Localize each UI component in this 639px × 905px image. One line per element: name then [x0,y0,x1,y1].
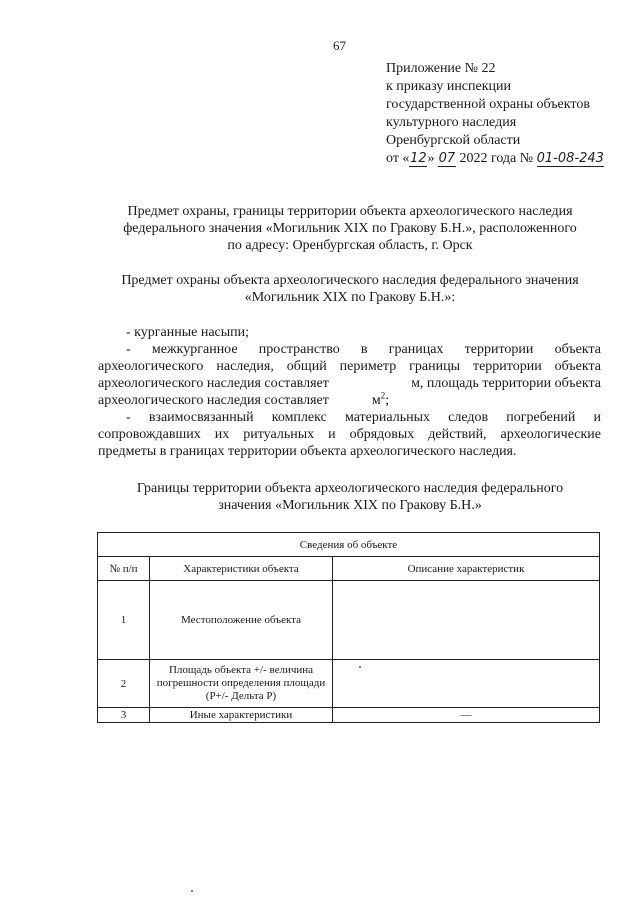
page-number: 67 [333,38,346,53]
subheading-line: Предмет охраны объекта археологического наследия федерального значения [121,273,579,288]
subheading-line: «Могильник XIX по Гракову Б.Н.»: [244,290,456,305]
order-number-handwritten: 01-08-243 [536,151,604,166]
row-description [333,660,600,708]
heading-line: Границы территории объекта археологического наследия федерального [136,481,564,496]
heading-line: Предмет охраны, границы территории объекта археологического наследия [127,204,573,219]
row-number: 1 [98,581,150,660]
subject-heading [90,203,610,254]
list-item: - межкурганное пространство в границах территории объекта [126,342,601,357]
row-characteristic: Площадь объекта +/- величина погрешности определения площади (P+/- Дельта P) [150,660,333,708]
boundaries-heading [90,480,610,514]
list-item: - курганные насыпи; [126,325,250,340]
object-info-table [97,532,600,723]
date-day-handwritten: 12 [410,151,427,166]
appendix-line: к приказу инспекции [386,79,512,94]
list-item-continuation: археологического наследия, общий периметр границы территории объекта [98,359,601,374]
table-header: № п/п [98,557,150,581]
row-characteristic: Иные характеристики [150,708,333,723]
appendix-date-line [386,150,604,168]
row-number: 2 [98,660,150,708]
heading-line: федерального значения «Могильник XIX по Гракову Б.Н.», расположенного [123,221,577,236]
date-mid: » [427,151,435,166]
appendix-line: государственной охраны объектов [386,97,590,112]
list-item-continuation: сопровождавших их ритуальных и обрядовых действий, археологические [98,427,601,442]
scan-speck [191,890,193,892]
table-header: Характеристики объекта [150,557,333,581]
heading-line: значения «Могильник XIX по Гракову Б.Н.» [218,498,482,513]
appendix-line: культурного наследия [386,115,517,130]
date-prefix: от « [386,151,410,166]
appendix-title: Приложение № 22 [386,61,496,76]
subject-subheading [90,272,610,306]
list-item-continuation [98,375,601,392]
row-characteristic: Местоположение объекта [150,581,333,660]
row-number: 3 [98,708,150,723]
superscript: 2 [380,390,386,401]
date-month-handwritten: 07 [438,151,456,166]
row-description [333,581,600,660]
table-row [98,708,600,723]
list-item: - взаимосвязанный комплекс материальных следов погребений и [126,410,601,425]
text-fragment: м [371,393,381,408]
list-item-continuation: предметы в границах территории объекта археологического наследия. [98,444,517,459]
table-header: Описание характеристик [333,557,600,581]
row-description: — [333,708,600,723]
text-fragment: археологического наследия составляет [98,393,329,408]
table-row [98,660,600,708]
appendix-line: Оренбургской области [386,133,521,148]
protection-list [98,324,601,460]
table-row [98,581,600,660]
date-year: 2022 года № [459,151,534,166]
text-fragment: археологического наследия составляет [98,376,329,391]
heading-line: по адресу: Оренбургская область, г. Орск [227,238,473,253]
scan-speck [359,666,361,668]
list-item-continuation [98,392,601,409]
text-fragment: м, площадь территории объекта [411,376,601,391]
appendix-block [386,60,604,168]
table-caption: Сведения об объекте [98,533,600,557]
text-fragment: ; [385,393,390,408]
